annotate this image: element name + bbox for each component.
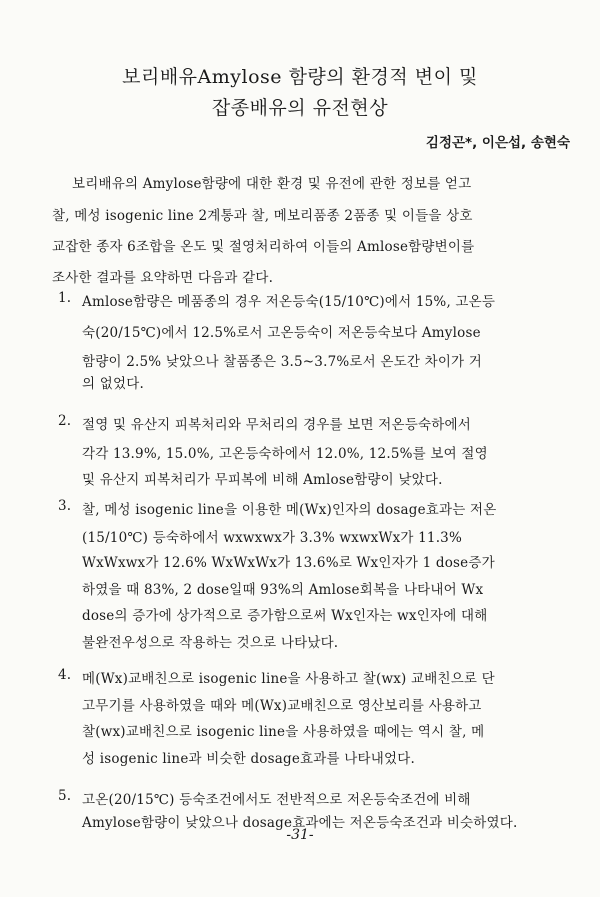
item-line: WxWxwx가 12.6% WxWxWx가 13.6%로 Wx인자가 1 dose증가 bbox=[82, 555, 495, 571]
title-line-2: 잡종배유의 유전현상 bbox=[211, 97, 389, 119]
page-number: -31- bbox=[286, 827, 314, 843]
item-number: 5. bbox=[58, 788, 72, 804]
item-line: 불완전우성으로 작용하는 것으로 나타났다. bbox=[82, 635, 339, 651]
item-line: 찰, 메성 isogenic line을 이용한 메(Wx)인자의 dosage효과는 저온 bbox=[82, 502, 497, 518]
item-number: 2. bbox=[58, 413, 72, 429]
authors: 김정곤*, 이은섭, 송현숙 bbox=[425, 135, 570, 151]
item-number: 1. bbox=[58, 290, 72, 306]
item-line: 고온(20/15℃) 등숙조건에서도 전반적으로 저온등숙조건에 비해 bbox=[82, 792, 471, 808]
item-line: 함량이 2.5% 낮았으나 찰품종은 3.5~3.7%로서 온도간 차이가 거 bbox=[82, 354, 483, 370]
item-line: 각각 13.9%, 15.0%, 고온등숙하에서 12.0%, 12.5%를 보여 절영 bbox=[82, 446, 488, 462]
item-line: 메(Wx)교배친으로 isogenic line을 사용하고 찰(wx) 교배친으로 단 bbox=[82, 671, 495, 687]
item-line: (15/10℃) 등숙하에서 wxwxwx가 3.3% wxwxWx가 11.3% bbox=[82, 530, 463, 546]
item-line: dose의 증가에 상가적으로 증가함으로써 Wx인자는 wx인자에 대해 bbox=[82, 608, 488, 624]
item-line: 성 isogenic line과 비슷한 dosage효과를 나타내었다. bbox=[82, 751, 415, 767]
item-number: 3. bbox=[58, 498, 72, 514]
item-line: 고무기를 사용하였을 때와 메(Wx)교배친으로 영산보리를 사용하고 bbox=[82, 698, 482, 714]
title-line-1: 보리배유Amylose 함량의 환경적 변이 및 bbox=[122, 66, 478, 88]
intro-line: 찰, 메성 isogenic line 2계통과 찰, 메보리품종 2품종 및 이들을 상호 bbox=[52, 208, 473, 224]
intro-line: 보리배유의 Amylose함량에 대한 환경 및 유전에 관한 정보를 얻고 bbox=[72, 176, 472, 192]
item-line: Amlose함량은 메품종의 경우 저온등숙(15/10℃)에서 15%, 고온등 bbox=[82, 294, 496, 310]
item-number: 4. bbox=[58, 667, 72, 683]
intro-line: 조사한 결과를 요약하면 다음과 같다. bbox=[52, 270, 274, 286]
intro-line: 교잡한 종자 6조합을 온도 및 절영처리하여 이들의 Amlose함량변이를 bbox=[52, 239, 475, 255]
item-line: 하였을 때 83%, 2 dose일때 93%의 Amlose회복을 나타내어 Wx bbox=[82, 582, 484, 598]
item-line: 절영 및 유산지 피복처리와 무처리의 경우를 보면 저온등숙하에서 bbox=[82, 417, 471, 433]
item-line: 숙(20/15℃)에서 12.5%로서 고온등숙이 저온등숙보다 Amylose bbox=[82, 325, 481, 341]
item-line: 찰(wx)교배친으로 isogenic line을 사용하였을 때에는 역시 찰, 메 bbox=[82, 724, 485, 740]
item-line: 및 유산지 피복처리가 무피복에 비해 Amlose함량이 낮았다. bbox=[82, 472, 443, 488]
item-line: 의 없었다. bbox=[82, 376, 144, 392]
item-line: Amylose함량이 낮았으나 dosage효과에는 저온등숙조건과 비슷하였다. bbox=[82, 815, 518, 831]
